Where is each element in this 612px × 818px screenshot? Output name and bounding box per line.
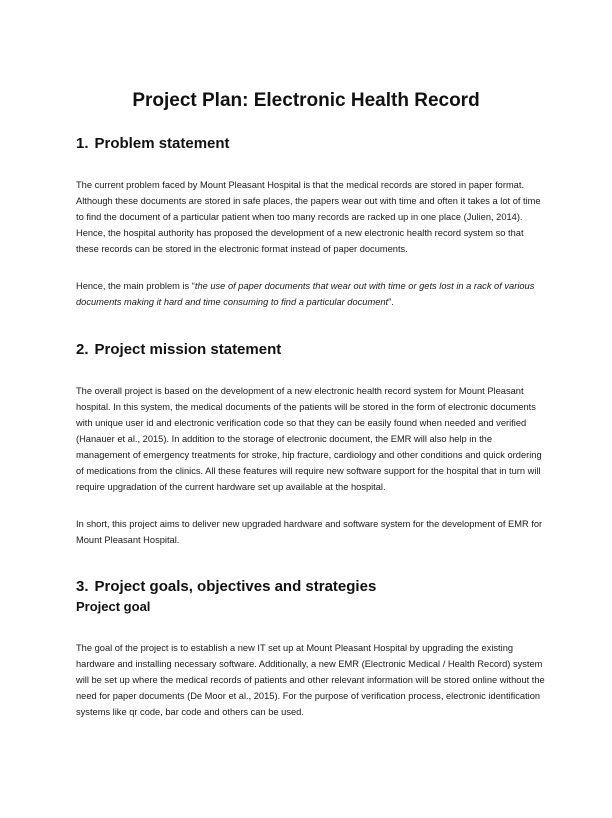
section-heading-problem-statement [76,134,230,154]
section-title: Problem statement [94,135,230,152]
paragraph-project-goal: The goal of the project is to establish a new IT set up at Mount Pleasant Hospital by upgrading the existing hardware and installing necessary software. Additionally, a new EMR (Electronic Medical / Health Record) system will be set up where the medical records of patients and other relevant information will be stored online without the need for paper documents (De Moor et al., 2015). For the purpose of verification process, electronic identification systems like qr code, bar code and others can be used. [76,643,545,717]
section-number: 2. [76,341,89,358]
main-problem-quote: the use of paper documents that wear out with time or gets lost in a rack of various documents making it hard and time consuming to find a particular document [76,281,535,307]
section-title: Project goals, objectives and strategies [94,578,377,595]
subheading-project-goal: Project goal [76,599,151,614]
section-heading-goals [76,577,376,597]
section-number: 1. [76,135,89,152]
main-problem-prefix: Hence, the main problem is “ [76,281,195,291]
paragraph-mission: The overall project is based on the development of a new electronic health record system for Mount Pleasant hospital. In this system, the medical documents of the patients will be stored in the form of electronic documents with unique user id and electronic verification code so that they can be easily found when needed and verified (Hanauer et al., 2015). In addition to the storage of electronic document, the EMR will also help in the management of emergency treatments for stroke, hip fracture, cardiology and other conditions and quick ordering of medications from the clinics. All these features will require new software support for the hospital that in turn will require upgradation of the current hardware set up available at the hospital. [76,386,542,492]
paragraph-problem: The current problem faced by Mount Pleasant Hospital is that the medical records are stored in paper format. Although these documents are stored in safe places, the papers wear out with time and often it takes a lot of time to find the document of a particular patient when too many records are racked up in one place (Julien, 2014). Hence, the hospital authority has proposed the development of a new electronic health record system so that these records can be stored in the electronic format instead of paper documents. [76,180,541,254]
section-heading-mission-statement [76,340,281,360]
paragraph-main-problem [76,278,546,310]
main-problem-suffix: ”. [388,297,394,307]
section-title: Project mission statement [94,341,282,358]
paragraph-mission-summary: In short, this project aims to deliver new upgraded hardware and software system for the development of EMR for Mount Pleasant Hospital. [76,519,543,545]
section-number: 3. [76,578,89,595]
document-title: Project Plan: Electronic Health Record [132,90,480,111]
